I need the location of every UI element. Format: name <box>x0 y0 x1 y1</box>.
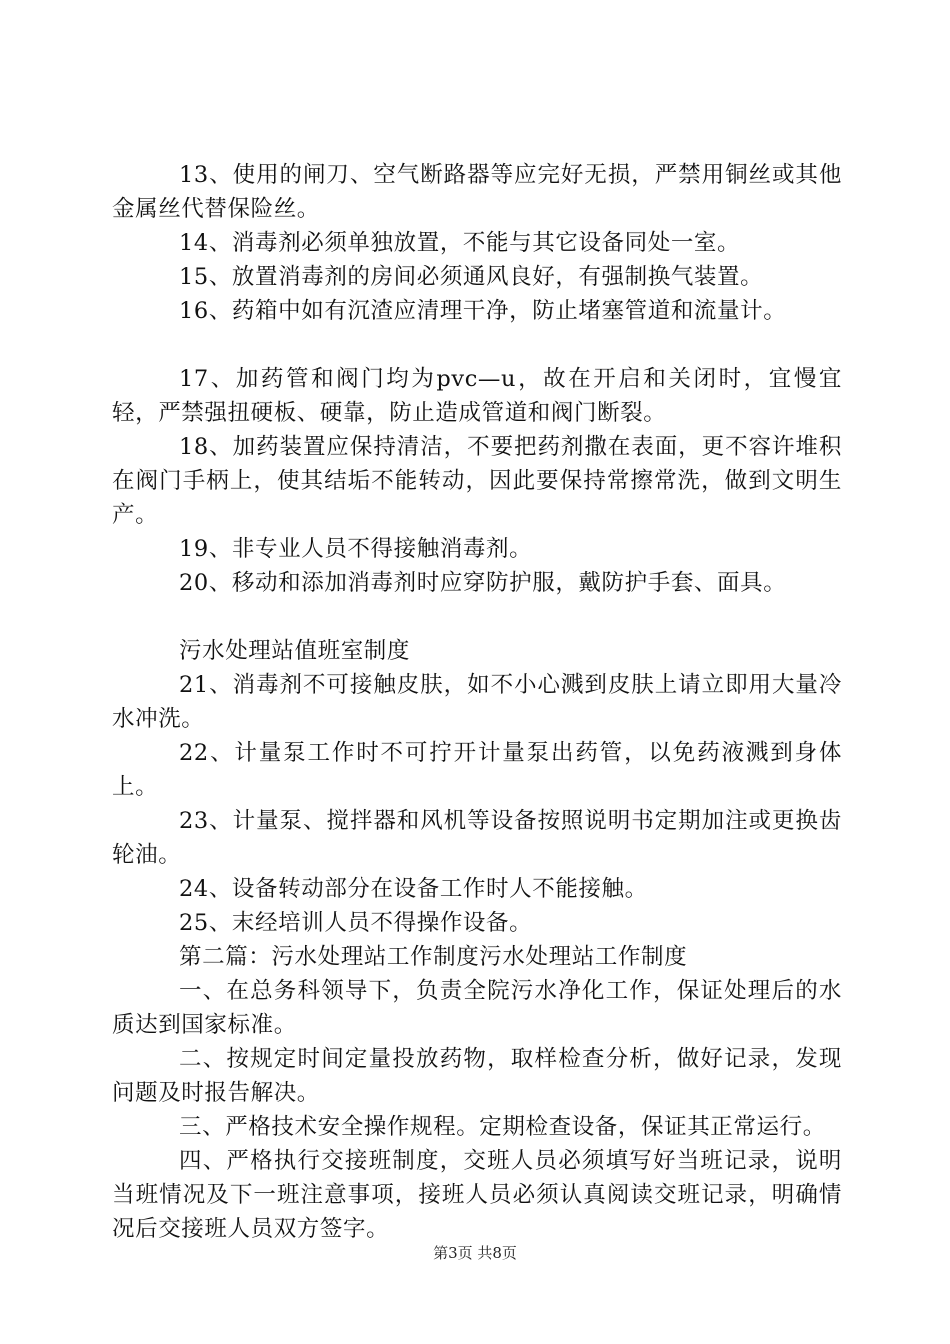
paragraph-item-4: 四、严格执行交接班制度，交班人员必须填写好当班记录，说明当班情况及下一班注意事项，接班人员必须认真阅读交班记录，明确情况后交接班人员双方签字。 <box>112 1148 842 1242</box>
page-number-footer: 第3页 共8页 <box>433 1244 517 1262</box>
blank-line <box>112 600 842 634</box>
paragraph-item-2: 二、按规定时间定量投放药物，取样检查分析，做好记录，发现问题及时报告解决。 <box>112 1046 842 1106</box>
document-body <box>112 158 842 1246</box>
paragraph-24: 24、设备转动部分在设备工作时人不能接触。 <box>179 876 648 902</box>
paragraph-14: 14、消毒剂必须单独放置，不能与其它设备同处一室。 <box>179 230 741 256</box>
paragraph-23: 23、计量泵、搅拌器和风机等设备按照说明书定期加注或更换齿轮油。 <box>112 808 842 868</box>
paragraph-22: 22、计量泵工作时不可拧开计量泵出药管，以免药液溅到身体上。 <box>112 740 842 800</box>
paragraph-20: 20、移动和添加消毒剂时应穿防护服，戴防护手套、面具。 <box>179 570 787 596</box>
paragraph-17: 17、加药管和阀门均为pvc—u，故在开启和关闭时，宜慢宜轻，严禁强扭硬板、硬靠，防止造成管道和阀门断裂。 <box>112 366 842 426</box>
paragraph-25: 25、末经培训人员不得操作设备。 <box>179 910 533 936</box>
paragraph-item-1: 一、在总务科领导下，负责全院污水净化工作，保证处理后的水质达到国家标准。 <box>112 978 842 1038</box>
paragraph-16: 16、药箱中如有沉渣应清理干净，防止堵塞管道和流量计。 <box>179 298 787 324</box>
paragraph-15: 15、放置消毒剂的房间必须通风良好，有强制换气装置。 <box>179 264 764 290</box>
paragraph-21: 21、消毒剂不可接触皮肤，如不小心溅到皮肤上请立即用大量冷水冲洗。 <box>112 672 842 732</box>
paragraph-13: 13、使用的闸刀、空气断路器等应完好无损，严禁用铜丝或其他金属丝代替保险丝。 <box>112 162 842 222</box>
paragraph-item-3: 三、严格技术安全操作规程。定期检查设备，保证其正常运行。 <box>179 1114 826 1140</box>
section-heading-duty-room: 污水处理站值班室制度 <box>179 638 411 664</box>
paragraph-18: 18、加药装置应保持清洁，不要把药剂撒在表面，更不容许堆积在阀门手柄上，使其结垢不能转动，因此要保持常擦常洗，做到文明生产。 <box>112 434 842 528</box>
section-heading-part-two: 第二篇：污水处理站工作制度污水处理站工作制度 <box>179 944 688 970</box>
paragraph-19: 19、非专业人员不得接触消毒剂。 <box>179 536 533 562</box>
blank-line <box>112 328 842 362</box>
